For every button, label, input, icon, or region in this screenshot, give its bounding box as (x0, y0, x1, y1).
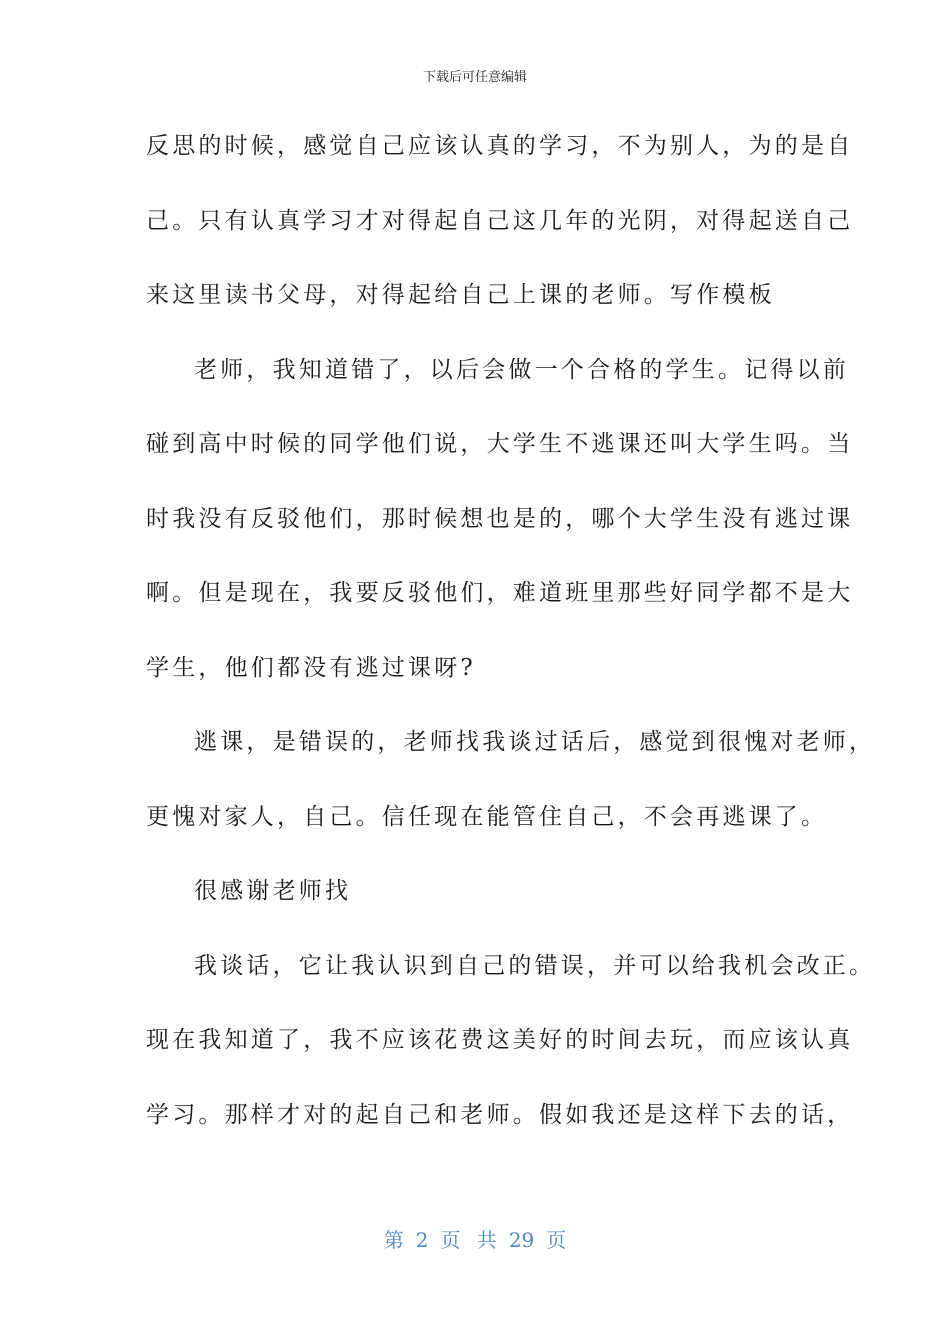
text-line-14: 学习。那样才对的起自己和老师。假如我还是这样下去的话， (146, 1101, 854, 1128)
text-line-12: 我谈话，它让我认识到自己的错误，并可以给我机会改正。 (194, 952, 876, 979)
footer-prefix: 第 (383, 1228, 404, 1252)
text-line-10: 更愧对家人，自己。信任现在能管住自己，不会再逃课了。 (146, 803, 828, 830)
footer-total-pages: 29 (508, 1228, 535, 1252)
text-line-5: 碰到高中时候的同学他们说，大学生不逃课还叫大学生吗。当 (146, 431, 854, 457)
text-line-7: 啊。但是现在，我要反驳他们，难道班里那些好同学都不是大 (146, 580, 854, 606)
footer-page-number: 2 (415, 1228, 429, 1252)
text-line-4: 老师，我知道错了，以后会做一个合格的学生。记得以前 (194, 356, 849, 383)
text-line-8: 学生，他们都没有逃过课呀? (146, 654, 476, 681)
text-line-13: 现在我知道了，我不应该花费这美好的时间去玩，而应该认真 (146, 1027, 854, 1053)
text-line-11: 很感谢老师找 (194, 878, 352, 904)
text-line-9: 逃课，是错误的，老师找我谈过话后，感觉到很愧对老师， (194, 729, 876, 755)
text-line-2: 己。只有认真学习才对得起自己这几年的光阴，对得起送自己 (146, 207, 854, 234)
document-body (146, 121, 876, 1164)
text-line-3: 来这里读书父母，对得起给自己上课的老师。写作模板 (146, 282, 775, 308)
page-footer (0, 1224, 950, 1253)
footer-mid: 页 共 (440, 1228, 497, 1252)
text-line-6: 时我没有反驳他们，那时候想也是的，哪个大学生没有逃过课 (146, 505, 854, 532)
text-line-1: 反思的时候，感觉自己应该认真的学习，不为别人，为的是自 (146, 133, 854, 159)
footer-suffix: 页 (546, 1228, 567, 1252)
page-header: 下载后可任意编辑 (422, 70, 527, 85)
